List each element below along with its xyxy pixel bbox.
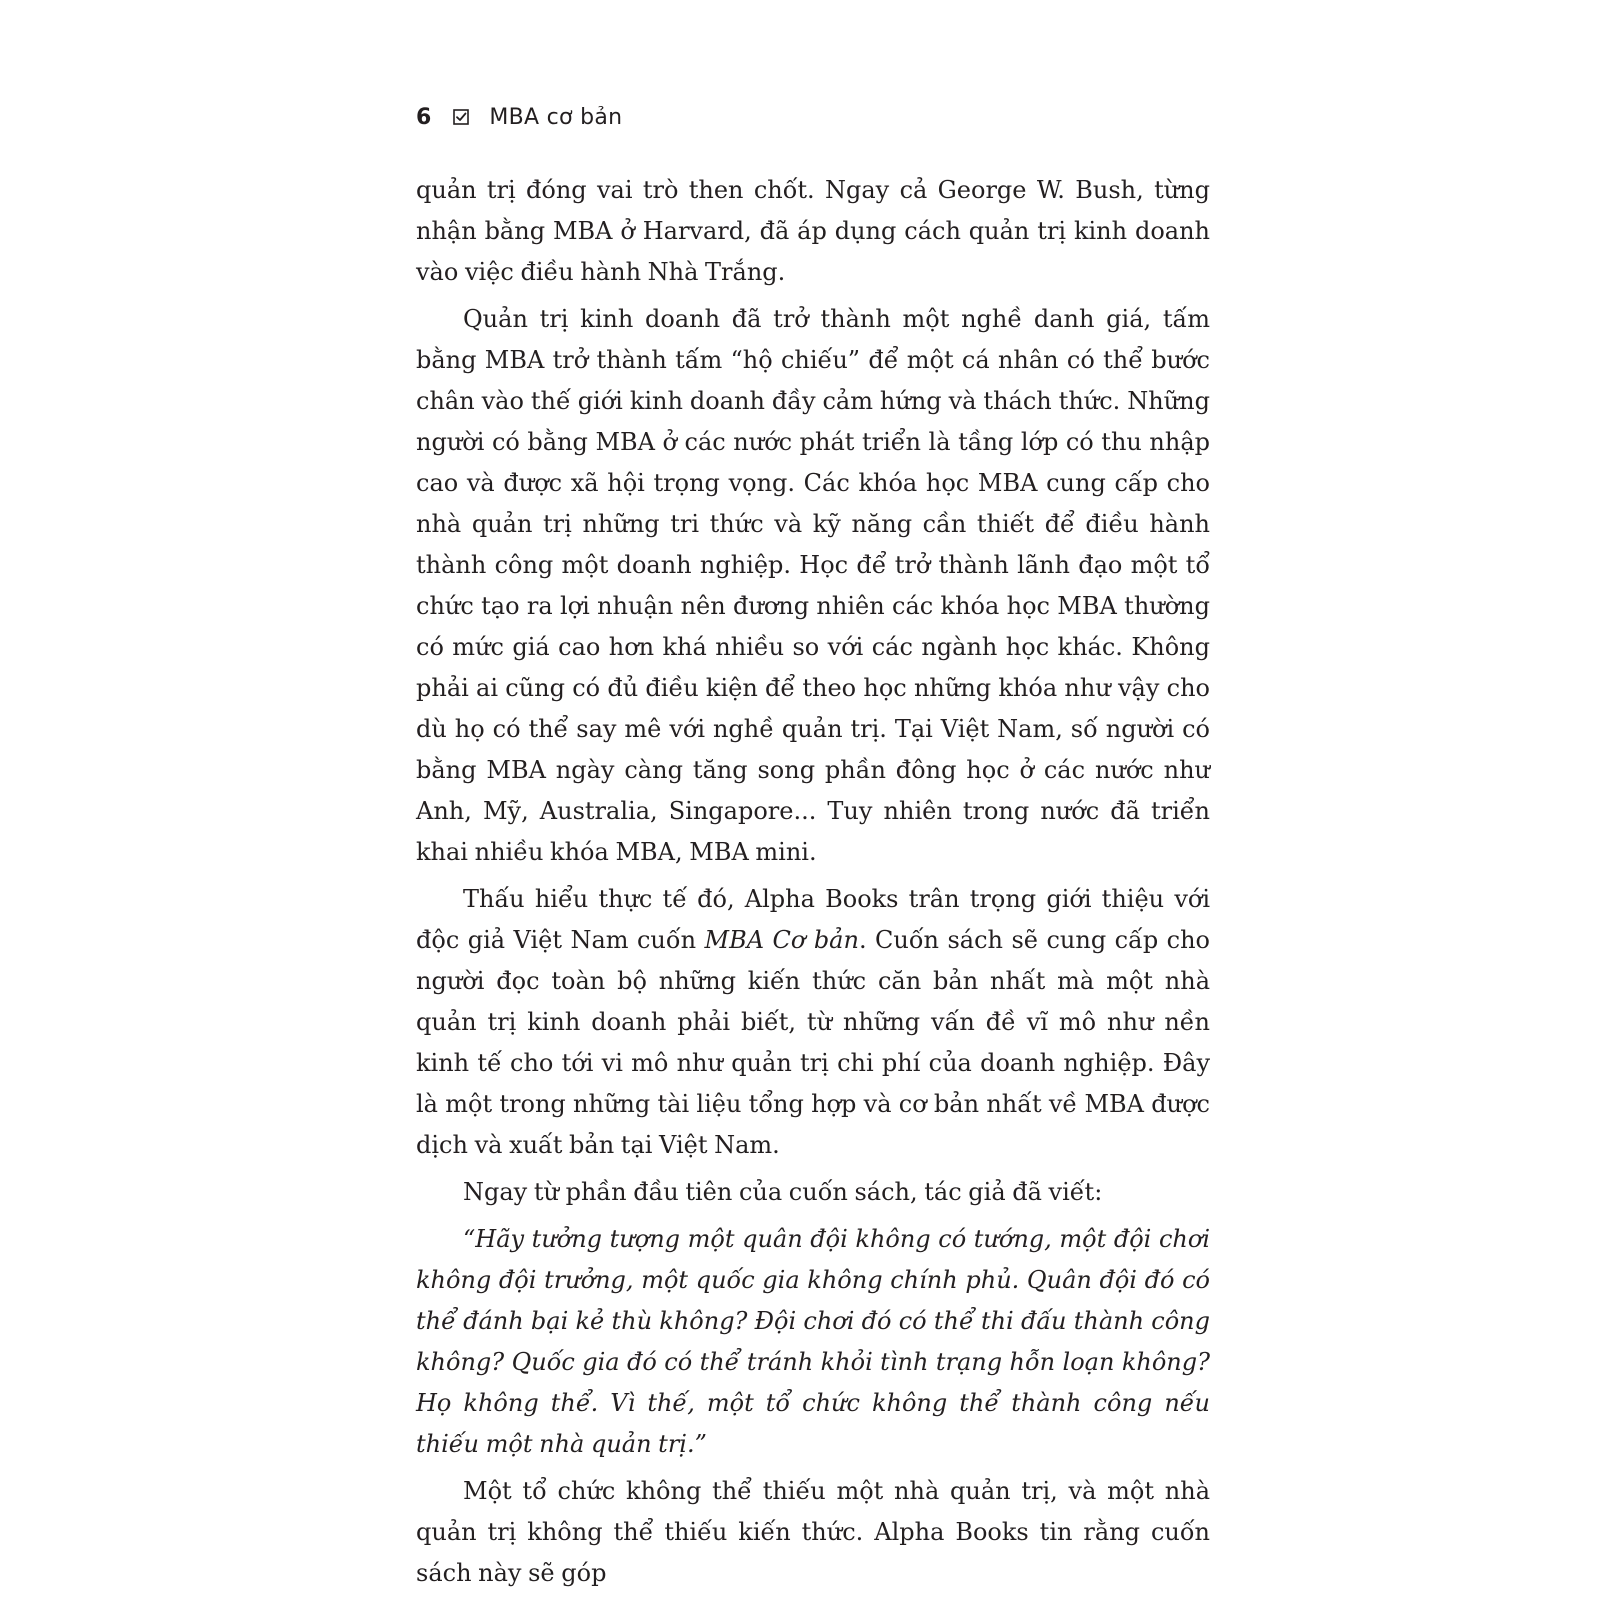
book-title: MBA Cơ bản	[704, 926, 859, 954]
running-header	[416, 100, 622, 134]
running-header-title: MBA cơ bản	[489, 104, 623, 130]
paragraph-1: quản trị đóng vai trò then chốt. Ngay cả George W. Bush, từng nhận bằng MBA ở Harvard, đã áp dụng cách quản trị kinh doanh vào việc điều hành Nhà Trắng.	[416, 176, 1210, 286]
body-text	[416, 170, 1210, 1600]
paragraph-3-start: Thấu hiểu thực tế đó, Alpha Books trân trọng giới thiệu với độc giả Việt Nam cuốn	[416, 885, 1210, 954]
paragraph-3	[416, 879, 1210, 1166]
paragraph-4: Ngay từ phần đầu tiên của cuốn sách, tác giả đã viết:	[463, 1178, 1103, 1206]
paragraph-5: Một tổ chức không thể thiếu một nhà quản trị, và một nhà quản trị không thể thiếu kiến thức. Alpha Books tin rằng cuốn sách này sẽ góp	[416, 1477, 1210, 1587]
paragraph-3-end: . Cuốn sách sẽ cung cấp cho người đọc toàn bộ những kiến thức căn bản nhất mà một nhà quản trị kinh doanh phải biết, từ những vấn đề vĩ mô như nền kinh tế cho tới vi mô như quản trị chi phí của doanh nghiệp. Đây là một trong những tài liệu tổng hợp và cơ bản nhất về MBA được dịch và xuất bản tại Việt Nam.	[416, 926, 1210, 1159]
paragraph-2: Quản trị kinh doanh đã trở thành một nghề danh giá, tấm bằng MBA trở thành tấm “hộ chiếu” để một cá nhân có thể bước chân vào thế giới kinh doanh đầy cảm hứng và thách thức. Những người có bằng MBA ở các nước phát triển là tầng lớp có thu nhập cao và được xã hội trọng vọng. Các khóa học MBA cung cấp cho nhà quản trị những tri thức và kỹ năng cần thiết để điều hành thành công một doanh nghiệp. Học để trở thành lãnh đạo một tổ chức tạo ra lợi nhuận nên đương nhiên các khóa học MBA thường có mức giá cao hơn khá nhiều so với các ngành học khác. Không phải ai cũng có đủ điều kiện để theo học những khóa như vậy cho dù họ có thể say mê với nghề quản trị. Tại Việt Nam, số người có bằng MBA ngày càng tăng song phần đông học ở các nước như Anh, Mỹ, Australia, Singapore... Tuy nhiên trong nước đã triển khai nhiều khóa MBA, MBA mini.	[416, 305, 1210, 866]
checkbox-checked-icon	[453, 109, 469, 125]
quote-paragraph: “Hãy tưởng tượng một quân đội không có tướng, một đội chơi không đội trưởng, một quốc gia không chính phủ. Quân đội đó có thể đánh bại kẻ thù không? Đội chơi đó có thể thi đấu thành công không? Quốc gia đó có thể tránh khỏi tình trạng hỗn loạn không? Họ không thể. Vì thế, một tổ chức không thể thành công nếu thiếu một nhà quản trị.”	[416, 1225, 1210, 1458]
page-number: 6	[416, 104, 432, 130]
